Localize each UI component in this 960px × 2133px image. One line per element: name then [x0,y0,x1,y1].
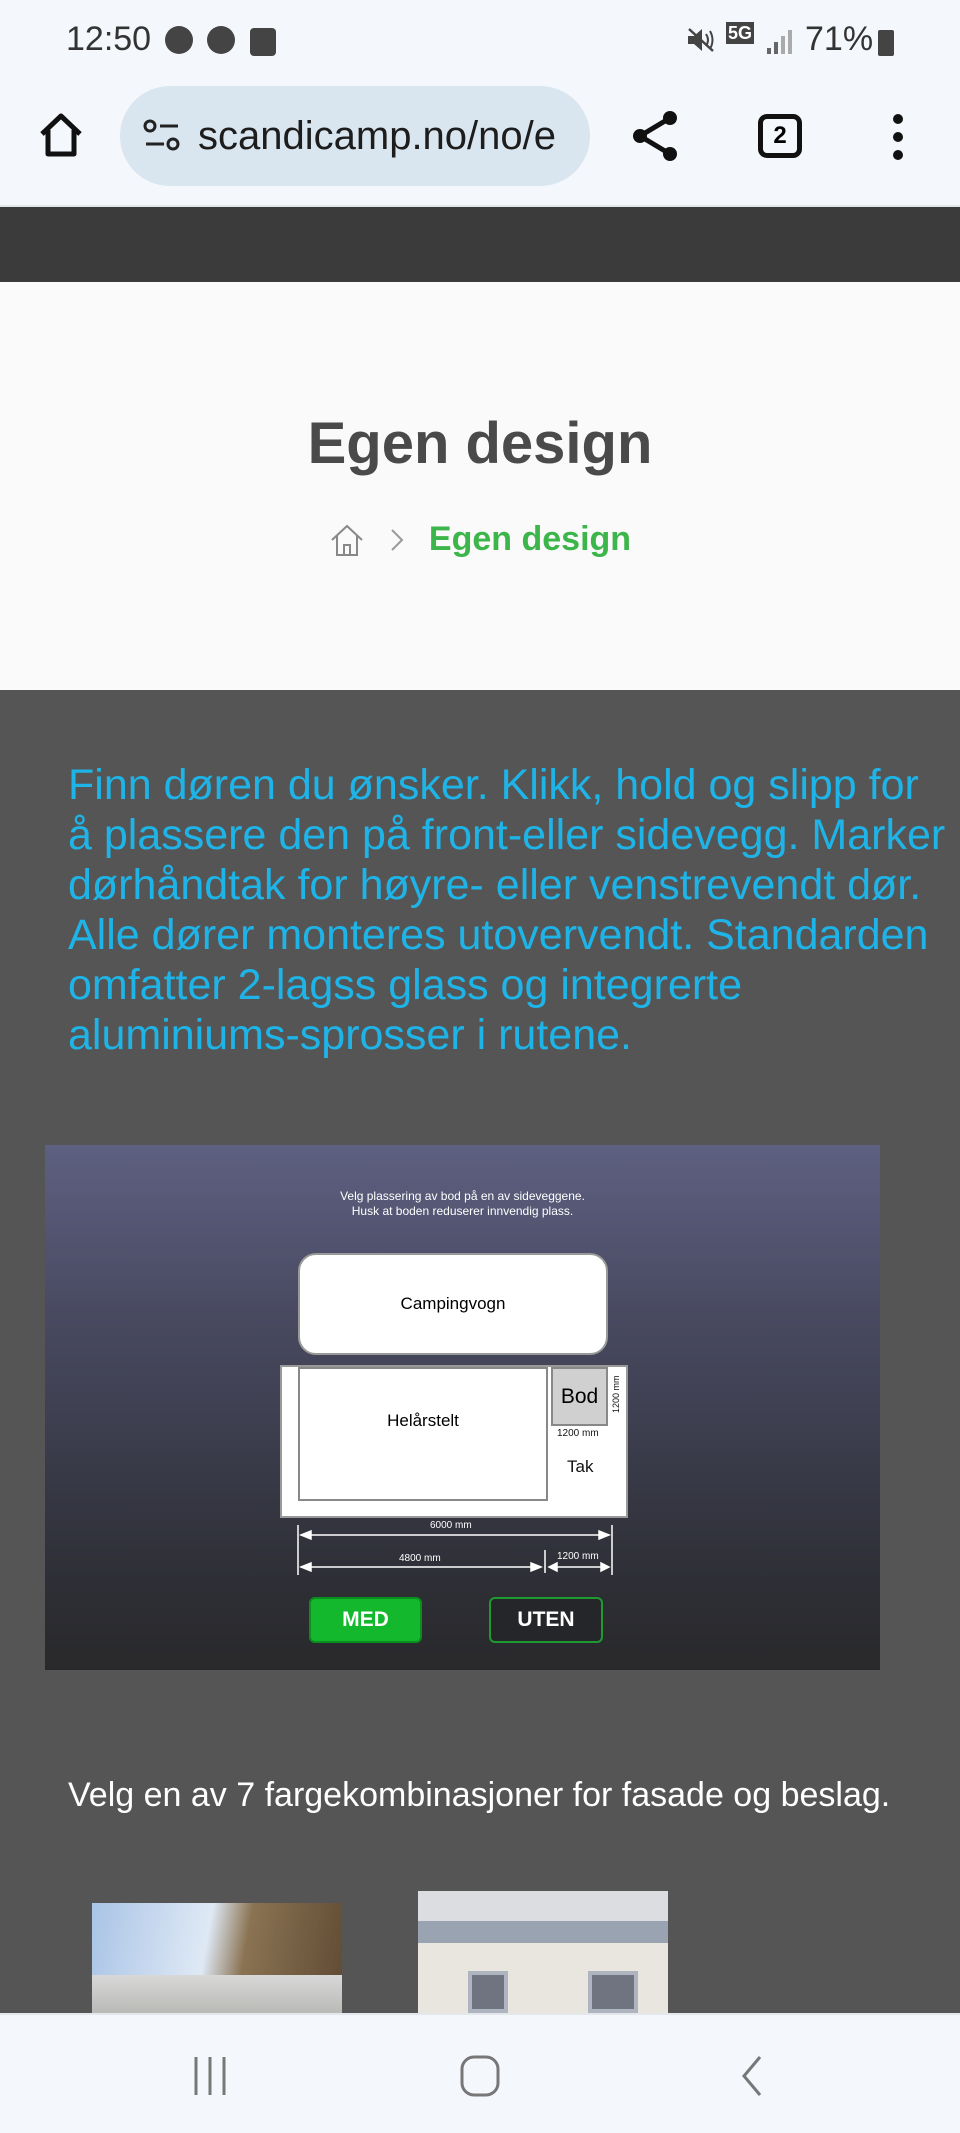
network-icon: 5G [728,23,753,43]
without-shed-button[interactable]: UTEN [489,1597,603,1643]
tab-switcher-button[interactable]: 2 [758,114,802,158]
total-length-label: 6000 mm [430,1520,472,1531]
color-option-photo[interactable] [418,1891,668,2013]
tent-label: Helårstelt [387,1411,459,1430]
home-nav-icon[interactable] [458,2055,502,2097]
breadcrumb [0,520,960,559]
share-icon[interactable] [628,108,684,164]
diagram-instruction: Velg plassering av bod på en av sideveggene. [340,1189,585,1203]
mute-icon [686,26,716,54]
site-settings-icon[interactable] [142,118,182,154]
with-shed-button[interactable]: MED [309,1597,422,1643]
browser-toolbar [0,80,960,207]
caravan-box [298,1253,608,1355]
home-icon[interactable] [36,110,86,160]
diagram-instruction: Husk at boden reduserer innvendig plass. [351,1204,574,1218]
battery-text: 71% [805,20,874,58]
clock: 12:50 [66,20,152,58]
shopping-bag-icon [250,28,276,56]
tent-box [298,1367,548,1501]
shed-label: Bod [560,1384,599,1408]
more-options-icon[interactable] [888,112,908,162]
messenger-icon [165,26,193,54]
battery-icon [878,30,894,56]
page-title: Egen design [307,411,653,476]
back-icon[interactable] [736,2055,766,2097]
shed-box[interactable] [551,1367,608,1426]
shed-depth-label: 1200 mm [611,1375,621,1413]
status-bar [0,0,960,80]
chevron-right-icon [387,525,407,555]
url-bar[interactable] [120,86,590,186]
roof-length-label: 1200 mm [557,1551,599,1562]
site-header-bar [0,207,960,282]
intro-text: Finn døren du ønsker. Klikk, hold og slipp for å plassere den på front-eller sidevegg. Marker dørhåndtak for høyre- eller venstrevendt dør. Alle dører monteres utovervendt. Standarden omfatter 2-lagss glass og integrerte aluminiums-sprosser i rutene. [68,761,946,1059]
shed-placement-diagram [45,1145,880,1670]
recent-apps-icon[interactable] [190,2055,230,2097]
home-icon[interactable] [329,522,365,558]
roof-label: Tak [567,1457,594,1476]
shed-width-label: 1200 mm [557,1428,599,1439]
signal-icon [766,28,794,54]
tent-length-label: 4800 mm [399,1553,441,1564]
color-combinations-text: Velg en av 7 fargekombinasjoner for fasade og beslag. [68,1776,891,1814]
messenger-icon [207,26,235,54]
breadcrumb-current: Egen design [428,520,632,558]
system-nav-bar [0,2013,960,2133]
page-hero [0,282,960,690]
color-option-photo[interactable] [92,1903,342,2013]
url-text: scandicamp.no/no/e [198,113,557,158]
caravan-label: Campingvogn [400,1294,506,1313]
